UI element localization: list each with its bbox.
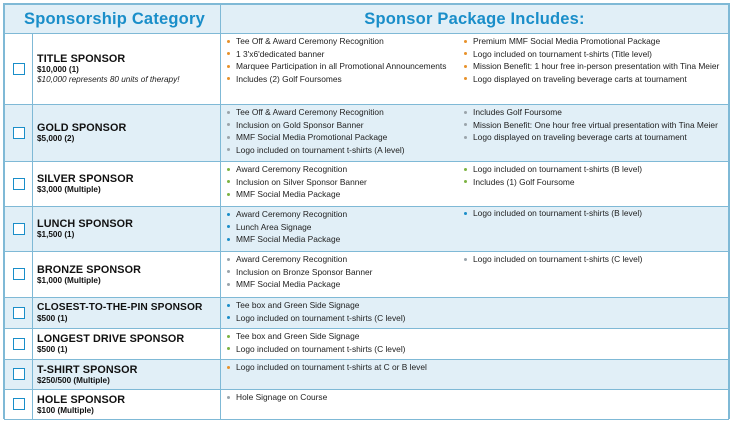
benefit-item: Logo included on tournament t-shirts (C level) (225, 313, 724, 324)
sponsor-name: SILVER SPONSOR (37, 173, 134, 185)
closest-to-the-pin-sponsor-checkbox[interactable] (13, 307, 25, 319)
sponsor-category-cell (33, 360, 221, 390)
benefit-item: Hole Signage on Course (225, 392, 724, 403)
sponsor-name: TITLE SPONSOR (37, 53, 126, 65)
benefit-item: Logo included on tournament t-shirts (Title level) (462, 49, 724, 60)
benefit-item: Inclusion on Silver Sponsor Banner (225, 177, 462, 188)
package-cell (221, 105, 729, 162)
benefit-item: Tee box and Green Side Signage (225, 331, 724, 342)
benefit-list-left (225, 208, 462, 247)
benefit-item: Premium MMF Social Media Promotional Package (462, 36, 724, 47)
benefit-list-left (225, 163, 462, 202)
sponsor-name: BRONZE SPONSOR (37, 263, 141, 276)
package-cell (221, 252, 729, 298)
benefit-item: Award Ceremony Recognition (225, 164, 462, 175)
benefit-list-right (462, 253, 724, 292)
package-cell (221, 390, 729, 420)
benefit-item: Logo included on tournament t-shirts at C or B level (225, 362, 724, 373)
benefit-item: Tee box and Green Side Signage (225, 300, 724, 311)
benefit-item: Logo included on tournament t-shirts (C level) (225, 344, 724, 355)
table-row-closest-to-the-pin-sponsor (5, 298, 729, 329)
benefit-item: Includes (2) Golf Foursomes (225, 74, 462, 85)
t-shirt-sponsor-checkbox[interactable] (13, 368, 25, 380)
sponsor-category-cell (33, 252, 221, 298)
table-row-longest-drive-sponsor (5, 329, 729, 360)
sponsor-price: $100 (Multiple) (37, 405, 94, 415)
sponsor-name: CLOSEST-TO-THE-PIN SPONSOR (37, 302, 203, 313)
package-cell (221, 162, 729, 207)
benefit-item: Inclusion on Gold Sponsor Banner (225, 120, 462, 131)
benefit-item: Mission Benefit: One hour free virtual presentation with Tina Meier (462, 120, 724, 131)
benefit-list-left (225, 35, 462, 86)
sponsor-category-cell (33, 34, 221, 105)
benefit-item: Logo displayed on traveling beverage carts at tournament (462, 74, 724, 85)
benefit-item: 1 3'x6'dedicated banner (225, 49, 462, 60)
table-row-lunch-sponsor (5, 207, 729, 252)
sponsor-category-cell (33, 390, 221, 420)
sponsor-name: HOLE SPONSOR (37, 393, 126, 406)
checkbox-cell (5, 252, 33, 298)
sponsor-name: LONGEST DRIVE SPONSOR (37, 333, 185, 345)
checkbox-cell (5, 162, 33, 207)
benefit-list-left (225, 392, 724, 403)
package-cell (221, 34, 729, 105)
checkbox-cell (5, 329, 33, 360)
checkbox-cell (5, 390, 33, 420)
benefit-list-left (225, 300, 724, 323)
benefit-item: Inclusion on Bronze Sponsor Banner (225, 267, 462, 278)
package-cell (221, 207, 729, 252)
sponsor-name: GOLD SPONSOR (37, 122, 127, 134)
benefit-item: Includes (1) Golf Foursome (462, 177, 724, 188)
table-header (5, 5, 729, 34)
benefit-item: MMF Social Media Package (225, 234, 462, 245)
benefit-item: Logo included on tournament t-shirts (A level) (225, 145, 462, 156)
benefit-item: Logo displayed on traveling beverage carts at tournament (462, 132, 724, 143)
category-column-header: Sponsorship Category (5, 5, 221, 34)
benefit-item: Tee Off & Award Ceremony Recognition (225, 36, 462, 47)
benefit-list-left (225, 106, 462, 157)
table-row-t-shirt-sponsor (5, 360, 729, 390)
benefit-list-right (462, 163, 724, 202)
benefit-item: Logo included on tournament t-shirts (B level) (462, 208, 724, 219)
sponsor-price: $5,000 (2) (37, 134, 75, 143)
benefit-item: Logo included on tournament t-shirts (B level) (462, 164, 724, 175)
benefit-item: Award Ceremony Recognition (225, 209, 462, 220)
gold-sponsor-checkbox[interactable] (13, 127, 25, 139)
sponsor-category-cell (33, 207, 221, 252)
benefit-item: MMF Social Media Promotional Package (225, 132, 462, 143)
sponsor-note: $10,000 represents 80 units of therapy! (37, 75, 180, 84)
table-row-bronze-sponsor (5, 252, 729, 298)
sponsor-price: $500 (1) (37, 345, 68, 354)
hole-sponsor-checkbox[interactable] (13, 398, 25, 410)
benefit-item: Logo included on tournament t-shirts (C level) (462, 254, 724, 265)
benefit-item: Marquee Participation in all Promotional Announcements (225, 61, 462, 72)
benefit-item: Mission Benefit: 1 hour free in-person presentation with Tina Meier (462, 61, 724, 72)
sponsorship-table (3, 3, 730, 419)
table-row-gold-sponsor (5, 105, 729, 162)
table-row-hole-sponsor (5, 390, 729, 420)
table-row-title-sponsor (5, 34, 729, 105)
benefit-list-right (462, 35, 724, 86)
benefit-list-right (462, 208, 724, 247)
sponsor-category-cell (33, 162, 221, 207)
benefit-item: Tee Off & Award Ceremony Recognition (225, 107, 462, 118)
lunch-sponsor-checkbox[interactable] (13, 223, 25, 235)
sponsor-category-cell (33, 105, 221, 162)
package-cell (221, 329, 729, 360)
checkbox-cell (5, 105, 33, 162)
silver-sponsor-checkbox[interactable] (13, 178, 25, 190)
benefit-list-left (225, 253, 462, 292)
sponsor-price: $1,000 (Multiple) (37, 275, 101, 285)
sponsor-price: $3,000 (Multiple) (37, 185, 101, 194)
sponsor-name: T-SHIRT SPONSOR (37, 363, 138, 376)
benefit-item: MMF Social Media Package (225, 189, 462, 200)
benefit-list-left (225, 331, 724, 354)
benefit-list-left (225, 362, 724, 373)
sponsor-price: $10,000 (1) (37, 65, 79, 74)
bronze-sponsor-checkbox[interactable] (13, 268, 25, 280)
checkbox-cell (5, 360, 33, 390)
benefit-item: Includes Golf Foursome (462, 107, 724, 118)
benefit-item: MMF Social Media Package (225, 279, 462, 290)
package-cell (221, 298, 729, 329)
sponsor-price: $1,500 (1) (37, 230, 75, 239)
benefit-item: Award Ceremony Recognition (225, 254, 462, 265)
title-sponsor-checkbox[interactable] (13, 63, 25, 75)
checkbox-cell (5, 207, 33, 252)
sponsor-category-cell (33, 298, 221, 329)
package-cell (221, 360, 729, 390)
package-column-header: Sponsor Package Includes: (221, 5, 729, 34)
benefit-list-right (462, 106, 724, 157)
sponsor-name: LUNCH SPONSOR (37, 218, 134, 230)
sponsor-category-cell (33, 329, 221, 360)
checkbox-cell (5, 298, 33, 329)
longest-drive-sponsor-checkbox[interactable] (13, 338, 25, 350)
sponsor-price: $500 (1) (37, 314, 68, 323)
table-row-silver-sponsor (5, 162, 729, 207)
benefit-item: Lunch Area Signage (225, 222, 462, 233)
sponsor-price: $250/500 (Multiple) (37, 375, 110, 385)
checkbox-cell (5, 34, 33, 105)
